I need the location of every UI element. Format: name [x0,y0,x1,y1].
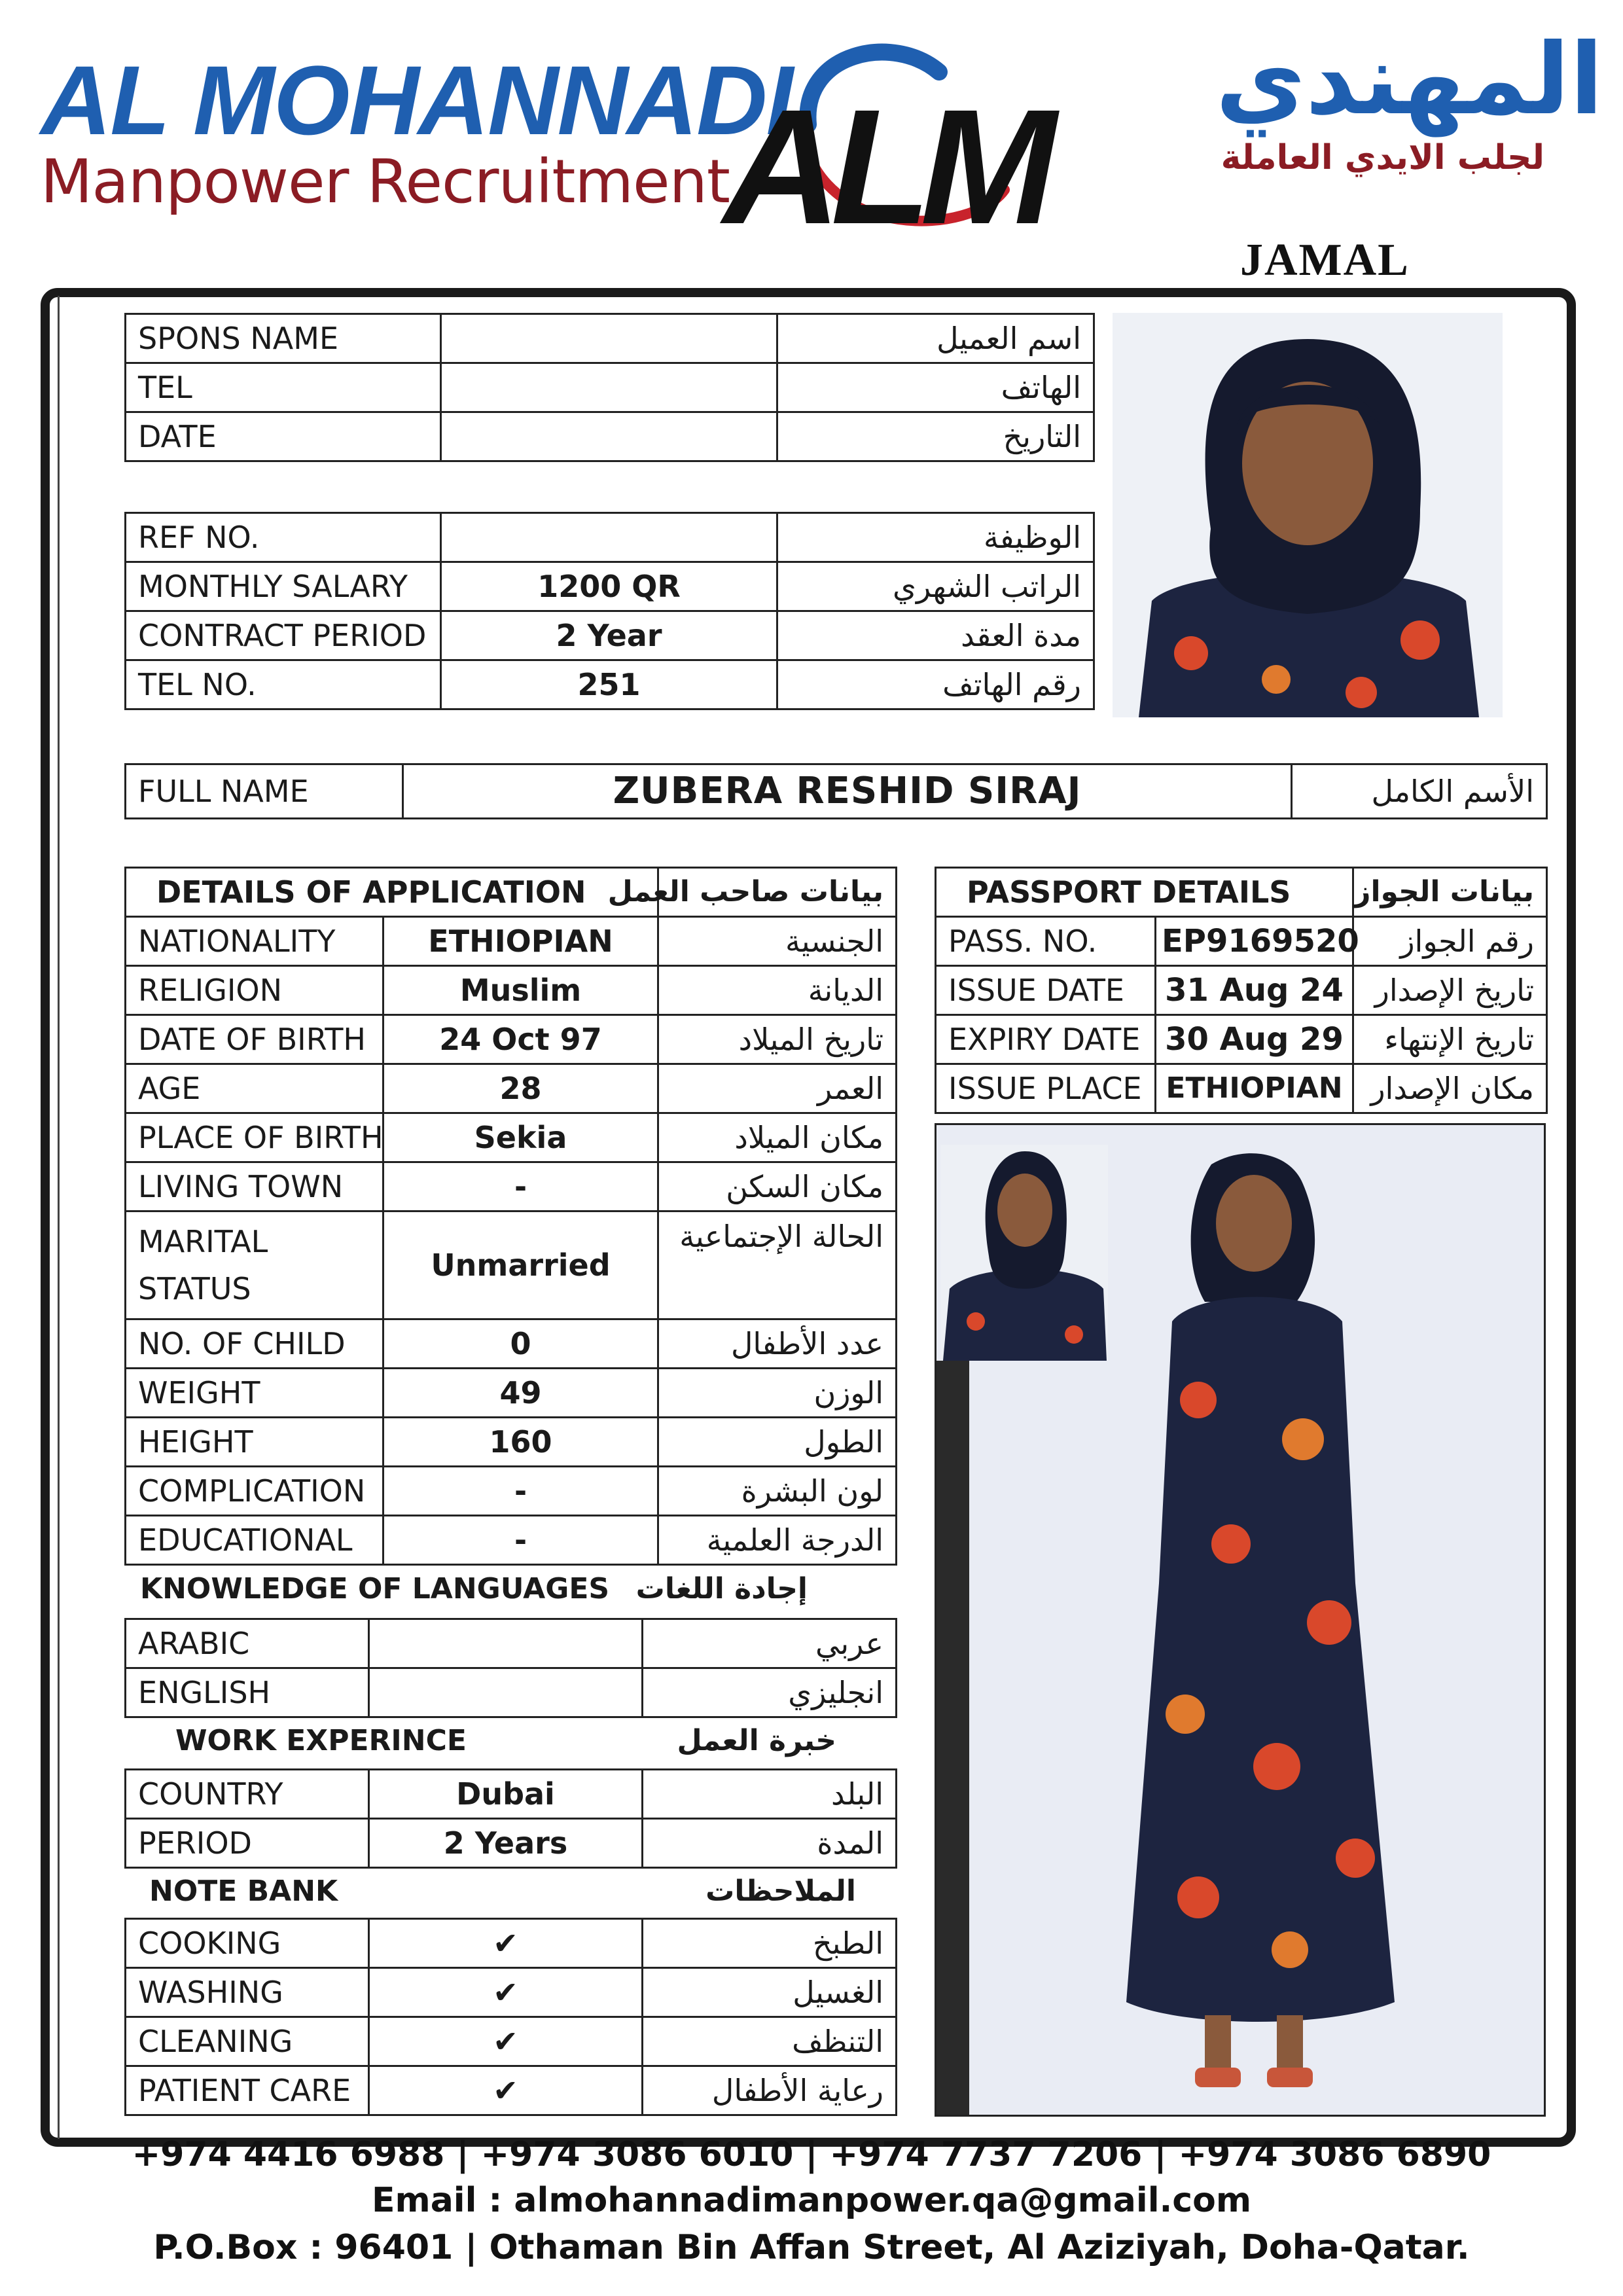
notes-table [124,1918,897,2116]
cooking-label: COOKING [126,1919,369,1968]
religion-label-ar: الديانة [658,966,897,1015]
work-period-label-ar: المدة [643,1819,897,1868]
patient-care-label: PATIENT CARE [126,2066,369,2115]
table-row [126,917,897,966]
weight-label-ar: الوزن [658,1369,897,1418]
passport-title-ar: بيانات الجواز [1353,868,1547,917]
arabic-label-ar: عربي [643,1619,897,1668]
place-of-birth-label: PLACE OF BIRTH [126,1113,383,1162]
sponsor-table [124,313,1095,462]
cooking-label-ar: الطبخ [643,1919,897,1968]
table-row [126,1919,897,1968]
table-row [126,1668,897,1717]
religion-value: Muslim [383,966,658,1015]
sponsor-name-value[interactable] [441,314,777,363]
languages-title: KNOWLEDGE OF LANGUAGES [140,1572,610,1605]
table-row [126,1770,897,1819]
dob-label: DATE OF BIRTH [126,1015,383,1064]
nationality-label: NATIONALITY [126,917,383,966]
table-row [126,1516,897,1565]
table-row [126,513,1094,562]
sponsor-date-label: DATE [126,412,441,461]
height-label: HEIGHT [126,1418,383,1467]
table-row [126,1113,897,1162]
table-row [126,1418,897,1467]
washing-check-icon: ✔ [369,1968,643,2017]
table-row [126,412,1094,461]
notes-title-ar: الملاحظات [705,1874,856,1908]
table-row [126,660,1094,709]
complication-value: - [383,1467,658,1516]
table-row [126,363,1094,412]
brand-logo-arabic [1106,23,1603,177]
country-label: COUNTRY [126,1770,369,1819]
ref-no-value [441,513,777,562]
children-label-ar: عدد الأطفال [658,1319,897,1369]
table-row [126,1162,897,1211]
issue-place-label-ar: مكان الإصدار [1353,1064,1547,1113]
pass-no-value: EP9169520 [1156,917,1353,966]
expiry-date-value: 30 Aug 29 [1156,1015,1353,1064]
complication-label: COMPLICATION [126,1467,383,1516]
marital-label-line2: STATUS [138,1271,251,1306]
application-table [124,867,897,1566]
educational-value: - [383,1516,658,1565]
tel-no-label-ar: رقم الهاتف [777,660,1094,709]
children-value: 0 [383,1319,658,1369]
age-value: 28 [383,1064,658,1113]
cleaning-label: CLEANING [126,2017,369,2066]
patient-care-check-icon: ✔ [369,2066,643,2115]
age-label: AGE [126,1064,383,1113]
issue-place-value: ETHIOPIAN [1156,1064,1353,1113]
sponsor-name-label-ar: اسم العميل [777,314,1094,363]
table-row [936,966,1547,1015]
sponsor-name-label: SPONS NAME [126,314,441,363]
living-town-label: LIVING TOWN [126,1162,383,1211]
table-row [126,1211,897,1319]
contract-period-value: 2 Year [441,611,777,660]
issue-date-value: 31 Aug 24 [1156,966,1353,1015]
agent-name: JAMAL [1240,235,1410,285]
dob-label-ar: تاريخ الميلاد [658,1015,897,1064]
complication-label-ar: لون البشرة [658,1467,897,1516]
washing-label: WASHING [126,1968,369,2017]
table-row [126,1968,897,2017]
dob-value: 24 Oct 97 [383,1015,658,1064]
sponsor-tel-label: TEL [126,363,441,412]
washing-label-ar: الغسيل [643,1968,897,2017]
contract-period-label: CONTRACT PERIOD [126,611,441,660]
english-value [369,1668,643,1717]
table-row [936,917,1547,966]
table-row [126,562,1094,611]
brand-name-arabic: المهندي [1215,23,1603,137]
contract-period-label-ar: مدة العقد [777,611,1094,660]
notes-title: NOTE BANK [149,1874,338,1908]
brand-name: AL MOHANNADI [41,45,793,155]
arabic-value [369,1619,643,1668]
country-value: Dubai [369,1770,643,1819]
table-row [126,764,1547,819]
table-row [126,1369,897,1418]
portrait-figure-icon [1113,313,1503,717]
work-title: WORK EXPERINCE [175,1724,467,1757]
work-heading [175,1724,882,1757]
application-title-ar: بيانات صاحب العمل [658,868,897,917]
notes-heading [149,1874,882,1908]
arabic-label: ARABIC [126,1619,369,1668]
frame-divider [58,296,60,2139]
cleaning-label-ar: التنظف [643,2017,897,2066]
table-header [126,868,897,917]
nationality-label-ar: الجنسية [658,917,897,966]
contract-table [124,512,1095,710]
passport-table [935,867,1548,1114]
educational-label: EDUCATIONAL [126,1516,383,1565]
work-period-value: 2 Years [369,1819,643,1868]
expiry-date-label: EXPIRY DATE [936,1015,1156,1064]
weight-label: WEIGHT [126,1369,383,1418]
tel-no-value: 251 [441,660,777,709]
english-label: ENGLISH [126,1668,369,1717]
application-title: DETAILS OF APPLICATION [126,868,658,917]
issue-date-label: ISSUE DATE [936,966,1156,1015]
expiry-date-label-ar: تاريخ الإنتهاء [1353,1015,1547,1064]
table-row [126,1467,897,1516]
table-row [126,314,1094,363]
brand-subtitle-arabic: لجلب الايدي العاملة [1221,138,1544,177]
place-of-birth-label-ar: مكان الميلاد [658,1113,897,1162]
table-row [126,1064,897,1113]
sponsor-date-value[interactable] [441,412,777,461]
full-name-value: ZUBERA RESHID SIRAJ [403,764,1292,819]
languages-title-ar: إجادة اللغات [635,1572,808,1605]
footer-email: Email : almohannadimanpower.qa@gmail.com [371,2181,1252,2220]
languages-table [124,1618,897,1718]
sponsor-date-label-ar: التاريخ [777,412,1094,461]
sponsor-tel-label-ar: الهاتف [777,363,1094,412]
table-row [126,2066,897,2115]
children-label: NO. OF CHILD [126,1319,383,1369]
cleaning-check-icon: ✔ [369,2017,643,2066]
cooking-check-icon: ✔ [369,1919,643,1968]
languages-heading [140,1572,880,1605]
full-body-figure-icon [936,1125,1544,2115]
salary-value: 1200 QR [441,562,777,611]
patient-care-label-ar: رعاية الأطفال [643,2066,897,2115]
religion-label: RELIGION [126,966,383,1015]
table-row [126,611,1094,660]
height-label-ar: الطول [658,1418,897,1467]
educational-label-ar: الدرجة العلمية [658,1516,897,1565]
passport-title: PASSPORT DETAILS [936,868,1353,917]
table-row [126,1015,897,1064]
work-table [124,1768,897,1869]
country-label-ar: البلد [643,1770,897,1819]
tel-no-label: TEL NO. [126,660,441,709]
marital-label-line1: MARITAL [138,1224,268,1259]
sponsor-tel-value[interactable] [441,363,777,412]
pass-no-label: PASS. NO. [936,917,1156,966]
marital-status-label-ar: الحالة الإجتماعية [658,1211,897,1319]
ref-no-label: REF NO. [126,513,441,562]
living-town-value: - [383,1162,658,1211]
issue-date-label-ar: تاريخ الإصدار [1353,966,1547,1015]
table-row [126,2017,897,2066]
portrait-photo [1113,313,1503,717]
work-period-label: PERIOD [126,1819,369,1868]
work-title-ar: خبرة العمل [677,1724,836,1757]
issue-place-label: ISSUE PLACE [936,1064,1156,1113]
pass-no-label-ar: رقم الجواز [1353,917,1547,966]
full-name-table [124,763,1548,819]
brand-mark: ALM [723,75,1046,258]
salary-label-ar: الراتب الشهري [777,562,1094,611]
salary-label: MONTHLY SALARY [126,562,441,611]
table-header [936,868,1547,917]
full-body-photo [935,1123,1546,2117]
english-label-ar: انجليزي [643,1668,897,1717]
ref-no-label-ar: الوظيفة [777,513,1094,562]
table-row [126,1619,897,1668]
table-row [126,1819,897,1868]
marital-status-label [126,1211,383,1319]
table-row [936,1015,1547,1064]
alm-logo [723,26,1063,258]
table-row [126,966,897,1015]
marital-status-value: Unmarried [383,1211,658,1319]
table-row [936,1064,1547,1113]
living-town-label-ar: مكان السكن [658,1162,897,1211]
place-of-birth-value: Sekia [383,1113,658,1162]
brand-subtitle: Manpower Recruitment [41,147,730,217]
nationality-value: ETHIOPIAN [383,917,658,966]
full-name-label-ar: الأسم الكامل [1292,764,1547,819]
height-value: 160 [383,1418,658,1467]
full-name-label: FULL NAME [126,764,403,819]
age-label-ar: العمر [658,1064,897,1113]
footer-address: P.O.Box : 96401 | Othaman Bin Affan Street, Al Aziziyah, Doha-Qatar. [153,2228,1470,2267]
brand-logo-english [41,45,793,217]
weight-value: 49 [383,1369,658,1418]
table-row [126,1319,897,1369]
footer-phones: +974 4416 6988 | +974 3086 6010 | +974 7737 7206 | +974 3086 6890 [132,2135,1491,2174]
